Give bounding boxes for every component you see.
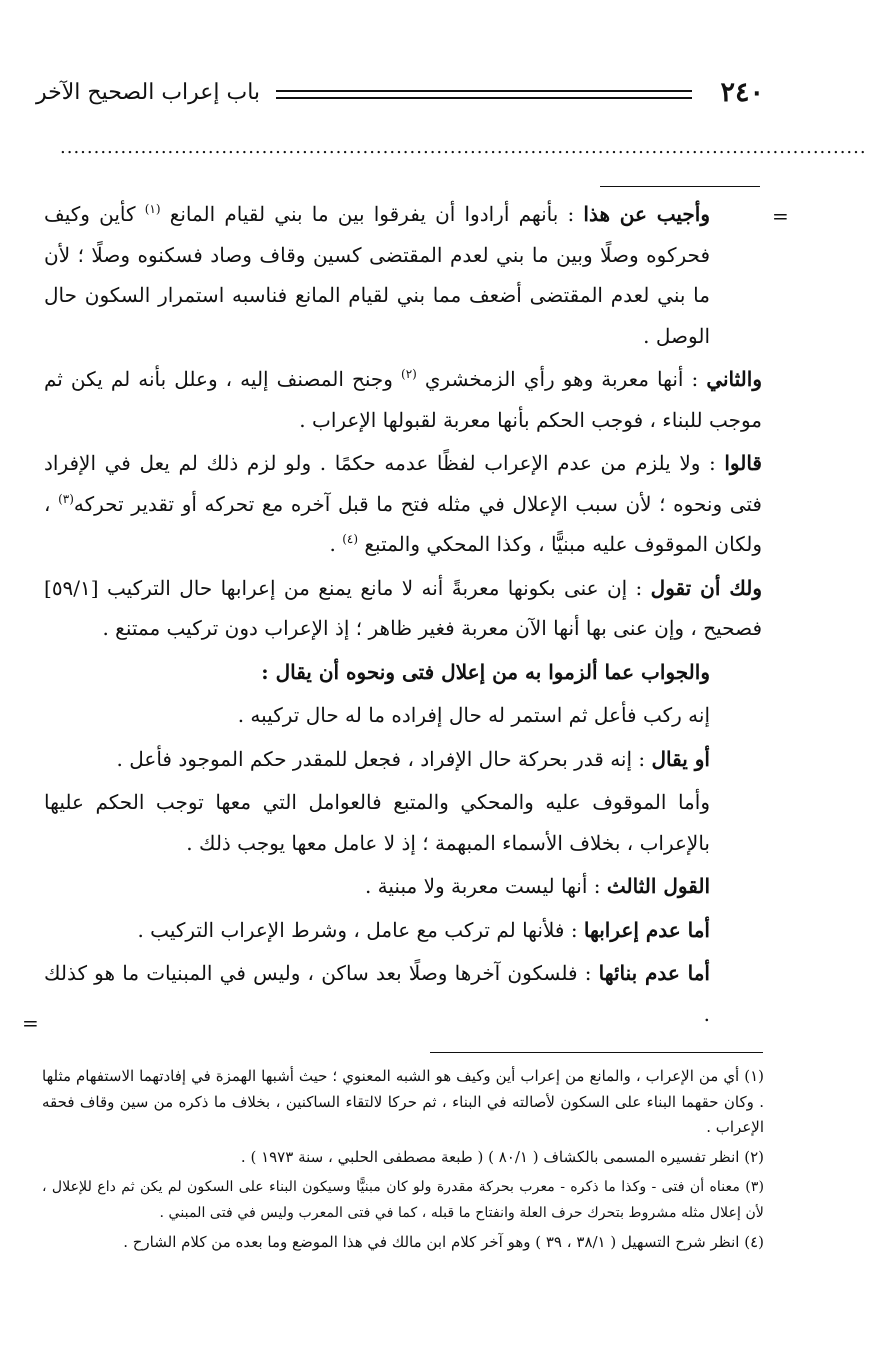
paragraph-text: وجنح المصنف إليه ، وعلل بأنه لم يكن ثم موجب للبناء ، فوجب الحكم بأنها معربة لقبولها الإعراب . xyxy=(44,367,762,432)
paragraph-text: وأما الموقوف عليه والمحكي والمتبع فالعوامل التي معها توجب الحكم عليها بالإعراب ، بخلاف الأسماء المبهمة ؛ إذ لا عامل معها يوجب ذلك . xyxy=(44,790,710,855)
paragraph xyxy=(44,652,762,693)
main-text xyxy=(44,194,762,1037)
footnote-ref: (٢) xyxy=(401,367,417,381)
footnote: (٣) معناه أن فتى - وكذا ما ذكره - معرب بحركة مقدرة ولو كان مبنيًّا وسيكون البناء على السكون لم يكن ثم داع للإعلال ، لأن إعلال مثله مشروط بتحرك حرف العلة وانفتاح ما قبله ، كما في فتى المعرب وليس في فتى المبني . xyxy=(42,1179,764,1221)
paragraph xyxy=(44,739,762,780)
paragraph-lead: والجواب عما ألزموا به من إعلال فتى ونحوه أن يقال : xyxy=(261,659,710,684)
paragraph xyxy=(44,953,762,1034)
paragraph xyxy=(44,194,762,356)
paragraph-text: : ولا يلزم من عدم الإعراب لفظًا عدمه حكمًا . ولو لزم ذلك لم يعل في الإفراد فتى ونحوه ؛ لأن سبب الإعلال في مثله فتح ما قبل آخره مع تحركه أو تقدير تحركه xyxy=(44,451,762,516)
footnotes xyxy=(42,1064,764,1260)
footnote-ref: (١) xyxy=(144,202,161,216)
paragraph-lead: والثاني xyxy=(706,367,762,391)
paragraph-text: : فلسكون آخرها وصلًا بعد ساكن ، وليس في المبنيات ما هو كذلك . xyxy=(44,961,710,1026)
paragraph-text: : فلأنها لم تركب مع عامل ، وشرط الإعراب التركيب . xyxy=(137,917,584,942)
header-double-rule xyxy=(276,90,692,99)
footnote-ref: (٤) xyxy=(342,532,359,546)
paragraph-text: ، ولكان الموقوف عليه مبنيًّا ، وكذا المحكي والمتبع xyxy=(44,491,762,556)
continuation-mark-bottom: = xyxy=(22,1011,39,1035)
paragraph xyxy=(44,695,762,736)
footnote-ref: (٣) xyxy=(58,491,74,506)
paragraph-lead: أما عدم بنائها xyxy=(598,961,710,985)
paragraph xyxy=(44,866,762,907)
paragraph-lead: وأجيب عن هذا xyxy=(583,202,711,226)
paragraph xyxy=(44,782,762,863)
page-number: ٢٤٠ xyxy=(720,77,764,108)
footnote: (١) أي من الإعراب ، والمانع من إعراب أين وكيف هو الشبه المعنوي ؛ حيث أشبها الهمزة في إفادتهما الاستفهام مثلها . وكان حقهما البناء على السكون لأصالته في البناء ، ثم حركا لالتقاء الساكنين ، بخلاف ما ذكره من سين وقاف فحقه الإعراب . xyxy=(42,1067,764,1136)
paragraph xyxy=(44,443,762,565)
footnote-rule xyxy=(430,1052,763,1053)
continuation-mark-top: = xyxy=(772,204,789,228)
paragraph-text: إنه ركب فأعل ثم استمر له حال إفراده ما له حال تركيبه . xyxy=(237,703,710,727)
dotted-separator: ........................................................................................................................ xyxy=(60,137,867,158)
paragraph-lead: أو يقال xyxy=(651,746,710,771)
running-header xyxy=(36,76,764,110)
footnote: (٤) انظر شرح التسهيل ( ٣٨/١ ، ٣٩ ) وهو آخر كلام ابن مالك في هذا الموضع وما بعده من كلام الشارح . xyxy=(123,1233,764,1251)
paragraph-text: : أنها ليست معربة ولا مبنية . xyxy=(364,874,607,898)
paragraph-text: : أنها معربة وهو رأي الزمخشري xyxy=(416,367,707,391)
paragraph-text: : بأنهم أرادوا أن يفرقوا بين ما بني لقيام المانع xyxy=(160,202,584,226)
paragraph-lead: أما عدم إعرابها xyxy=(583,917,710,942)
paragraph xyxy=(44,568,762,649)
footnote: (٢) انظر تفسيره المسمى بالكشاف ( ٨٠/١ ) ( طبعة مصطفى الحلبي ، سنة ١٩٧٣ ) . xyxy=(240,1147,764,1166)
paragraph-text: . xyxy=(329,532,343,556)
paragraph-text: : إن عنى بكونها معربةً أنه لا مانع يمنع من إعرابها حال التركيب [٥٩/١] فصحيح ، وإن عنى بها أنها الآن معربة فغير ظاهر ؛ إذ الإعراب دون تركيب ممتنع . xyxy=(44,575,762,640)
paragraph-lead: القول الثالث xyxy=(606,874,710,898)
paragraph-text: : إنه قدر بحركة حال الإفراد ، فجعل للمقدر حكم الموجود فأعل . xyxy=(116,746,652,771)
chapter-title: باب إعراب الصحيح الآخر xyxy=(36,80,261,105)
paragraph-text: كأين وكيف فحركوه وصلًا وبين ما بني لعدم المقتضى كسين وقاف وصاد فسكنوه وصلًا ؛ لأن ما بني لعدم المقتضى أضعف مما بني لقيام المانع فناسبه استمرار السكون حال الوصل . xyxy=(44,202,710,348)
paragraph xyxy=(44,359,762,440)
paragraph xyxy=(44,910,762,951)
paragraph-lead: ولك أن تقول xyxy=(650,575,762,600)
paragraph-lead: قالوا xyxy=(724,451,762,475)
continuation-rule xyxy=(600,186,760,187)
